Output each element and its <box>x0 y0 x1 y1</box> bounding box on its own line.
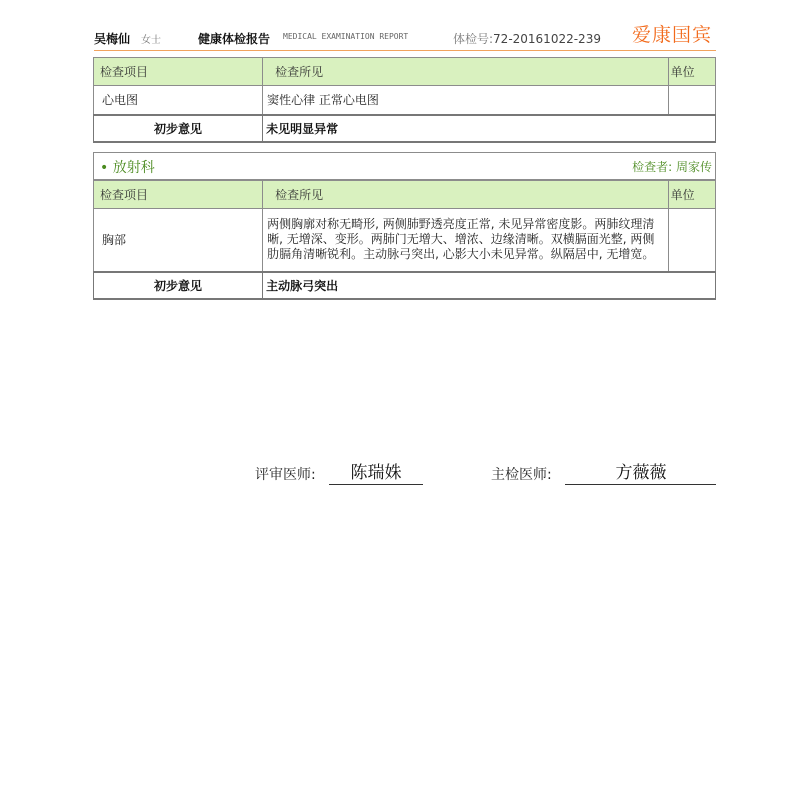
row-unit <box>668 209 715 272</box>
col-header-item: 检查项目 <box>94 181 263 209</box>
col-header-finding: 检查所见 <box>263 58 669 86</box>
reviewer-signature-line <box>329 484 423 485</box>
opinion-row <box>94 115 716 142</box>
chief-signature-line <box>565 484 716 485</box>
examiner: 检查者: 周家传 <box>632 160 712 174</box>
report-subtitle: MEDICAL EXAMINATION REPORT <box>283 32 409 41</box>
col-header-item: 检查项目 <box>94 58 263 86</box>
report-header <box>94 20 716 50</box>
table-row <box>94 86 716 115</box>
header-divider <box>94 50 716 51</box>
opinion-label: 初步意见 <box>94 272 263 299</box>
table-header-row <box>94 58 716 86</box>
opinion-value: 未见明显异常 <box>263 115 716 142</box>
opinion-label: 初步意见 <box>94 115 263 142</box>
row-unit <box>668 86 715 115</box>
chief-label: 主检医师: <box>491 467 552 483</box>
col-header-unit: 单位 <box>668 58 715 86</box>
reviewer-signature: 陈瑞姝 <box>350 463 402 483</box>
brand-logo: 爱康国宾 <box>631 24 712 46</box>
row-finding: 两侧胸廓对称无畸形, 两侧肺野透亮度正常, 未见异常密度影。两肺纹理清晰, 无增深、变形。两肺门无增大、增浓、边缘清晰。双横膈面光整, 两侧肋膈角清晰锐利。主动脉弓突出, 心影大小未见异常。纵隔居中, 无增宽。 <box>263 209 669 272</box>
exam-number-label: 体检号: <box>453 32 494 46</box>
patient-name: 吴梅仙 <box>94 32 131 46</box>
row-item: 心电图 <box>94 86 263 115</box>
report-title: 健康体检报告 <box>198 32 271 46</box>
opinion-row <box>94 272 716 299</box>
exam-number-value: 72-20161022-239 <box>493 32 601 46</box>
row-item: 胸部 <box>94 209 263 272</box>
chief-signature: 方薇薇 <box>615 463 667 483</box>
reviewer-label: 评审医师: <box>255 467 316 483</box>
department-bar <box>93 152 716 180</box>
patient-title: 女士 <box>141 35 161 46</box>
col-header-finding: 检查所见 <box>263 181 669 209</box>
opinion-value: 主动脉弓突出 <box>263 272 716 299</box>
table-row <box>94 209 716 272</box>
ecg-table <box>93 57 716 143</box>
row-finding: 窦性心律 正常心电图 <box>263 86 669 115</box>
radiology-table <box>93 180 716 300</box>
exam-number <box>453 30 601 47</box>
department-name: • 放射科 <box>100 160 155 176</box>
col-header-unit: 单位 <box>668 181 715 209</box>
table-header-row <box>94 181 716 209</box>
